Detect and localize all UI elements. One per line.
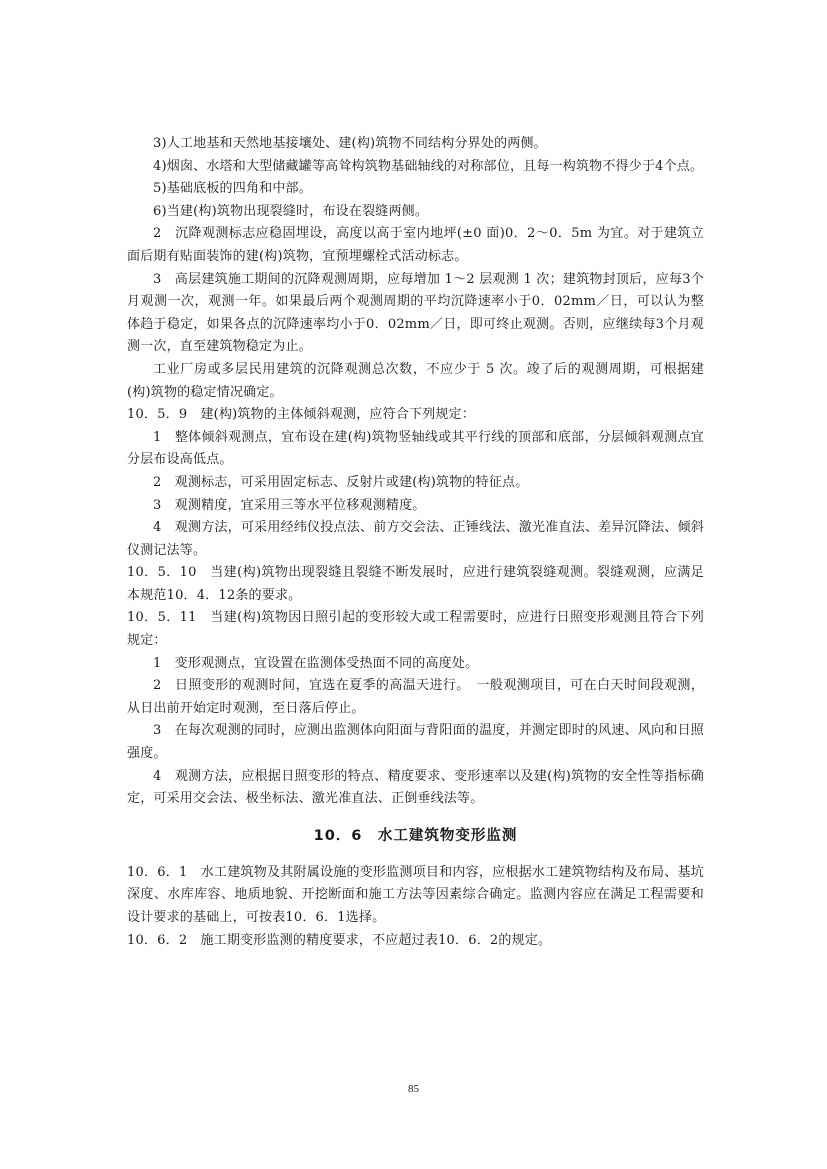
paragraph: 4 观测方法，应根据日照变形的特点、精度要求、变形速率以及建(构)筑物的安全性等指标确定，可采用交会法、极坐标法、激光准直法、正倒垂线法等。: [127, 768, 704, 807]
clause-heading: 10．5．9 建(构)筑物的主体倾斜观测，应符合下列规定：: [127, 407, 476, 423]
page-number: 85: [408, 1083, 419, 1095]
paragraph: 3 高层建筑施工期间的沉降观测周期，应每增加 1～2 层观测 1 次；建筑物封顶后，应每3个月观测一次，观测一年。如果最后两个观测周期的平均沉降速率小于0．02mm／日，可以认为整体趋于稳定，如果各点的沉降速率均小于0．02mm／日，即可终止观测。否则，应继续每3个月观测一次，直至建筑物稳定为止。: [127, 271, 704, 355]
paragraph: 2 沉降观测标志应稳固埋设，高度以高于室内地坪(±0 面)0．2～0．5m 为宜。对于建筑立面后期有贴面装饰的建(构)筑物，宜预埋螺栓式活动标志。: [127, 226, 704, 264]
paragraph: 3 在每次观测的同时，应测出监测体向阳面与背阳面的温度，并测定即时的风速、风向和日照强度。: [127, 723, 704, 762]
paragraph: 4)烟囱、水塔和大型储藏罐等高耸构筑物基础轴线的对称部位，且每一构筑物不得少于4个点。: [153, 158, 704, 174]
paragraph: 3)人工地基和天然地基接壤处、建(构)筑物不同结构分界处的两侧。: [153, 136, 547, 151]
paragraph: 6)当建(构)筑物出现裂缝时，布设在裂缝两侧。: [153, 203, 429, 219]
clause-heading: 10．5．10 当建(构)筑物出现裂缝且裂缝不断发展时，应进行建筑裂缝观测。裂缝观测，应满足本规范10．4．12条的要求。: [127, 565, 704, 603]
paragraph: 工业厂房或多层民用建筑的沉降观测总次数，不应少于 5 次。竣了后的观测周期，可根据建(构)筑物的稳定情况确定。: [127, 361, 704, 400]
clause-heading: 10．5．11 当建(构)筑物因日照引起的变形较大或工程需要时，应进行日照变形观测且符合下列规定：: [127, 610, 704, 649]
paragraph: 4 观测方法，可采用经纬仪投点法、前方交会法、正锤线法、激光准直法、差异沉降法、倾斜仪测记法等。: [127, 520, 704, 558]
paragraph: 2 日照变形的观测时间，宜选在夏季的高温天进行。 一般观测项目，可在白天时间段观测，从日出前开始定时观测，至日落后停止。: [127, 678, 704, 716]
page-body: [127, 133, 704, 952]
clause-heading: 10．6．1 水工建筑物及其附属设施的变形监测项目和内容，应根据水工建筑物结构及布局、基坑深度、水库库容、地质地貌、开挖断面和施工方法等因素综合确定。监测内容应在满足工程需要和设计要求的基础上，可按表10．6．1选择。: [127, 864, 704, 925]
paragraph: 3 观测精度，宜采用三等水平位移观测精度。: [153, 497, 426, 513]
clause-heading: 10．6．2 施工期变形监测的精度要求，不应超过表10．6．2的规定。: [127, 932, 552, 948]
paragraph: 1 变形观测点，宜设置在监测体受热面不同的高度处。: [153, 655, 479, 671]
paragraph: 2 观测标志，可采用固定标志、反射片或建(构)筑物的特征点。: [153, 474, 529, 490]
paragraph: 5)基础底板的四角和中部。: [153, 181, 312, 197]
section-heading: 10．6 水工建筑物变形监测: [313, 827, 518, 844]
paragraph: 1 整体倾斜观测点，宜布设在建(构)筑物竖轴线或其平行线的顶部和底部，分层倾斜观测点宜分层布设高低点。: [127, 429, 704, 468]
